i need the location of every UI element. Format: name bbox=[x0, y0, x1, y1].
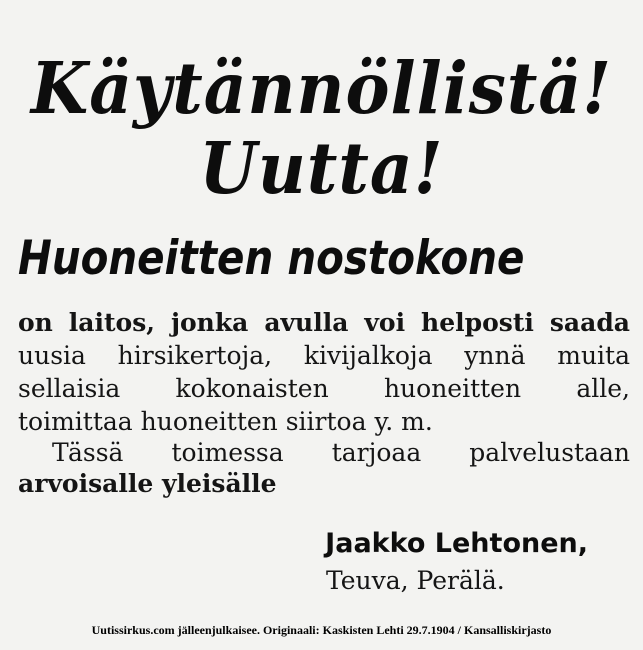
body-line: uusia hirsikertoja, kivijalkoja ynnä muita bbox=[18, 341, 630, 370]
title-line-2: Uutta! bbox=[199, 125, 444, 211]
signature: Jaakko Lehtonen, bbox=[325, 528, 588, 559]
body-line: toimittaa huoneitten siirtoa y. m. bbox=[18, 407, 433, 436]
body-line: sellaisia kokonaisten huoneitten alle, bbox=[18, 374, 630, 403]
title-line-1: Käytännöllistä! bbox=[30, 45, 613, 131]
location: Teuva, Perälä. bbox=[326, 566, 505, 595]
body-line: arvoisalle yleisälle bbox=[18, 469, 277, 498]
headline: Huoneitten nostokone bbox=[18, 231, 525, 286]
body-line: Tässä toimessa tarjoaa palvelustaan bbox=[52, 438, 630, 467]
body-line: on laitos, jonka avulla voi helposti saada bbox=[18, 308, 630, 337]
source-credit: Uutissirkus.com jälleenjulkaisee. Originaali: Kaskisten Lehti 29.7.1904 / Kansalliskirjasto bbox=[91, 623, 552, 637]
